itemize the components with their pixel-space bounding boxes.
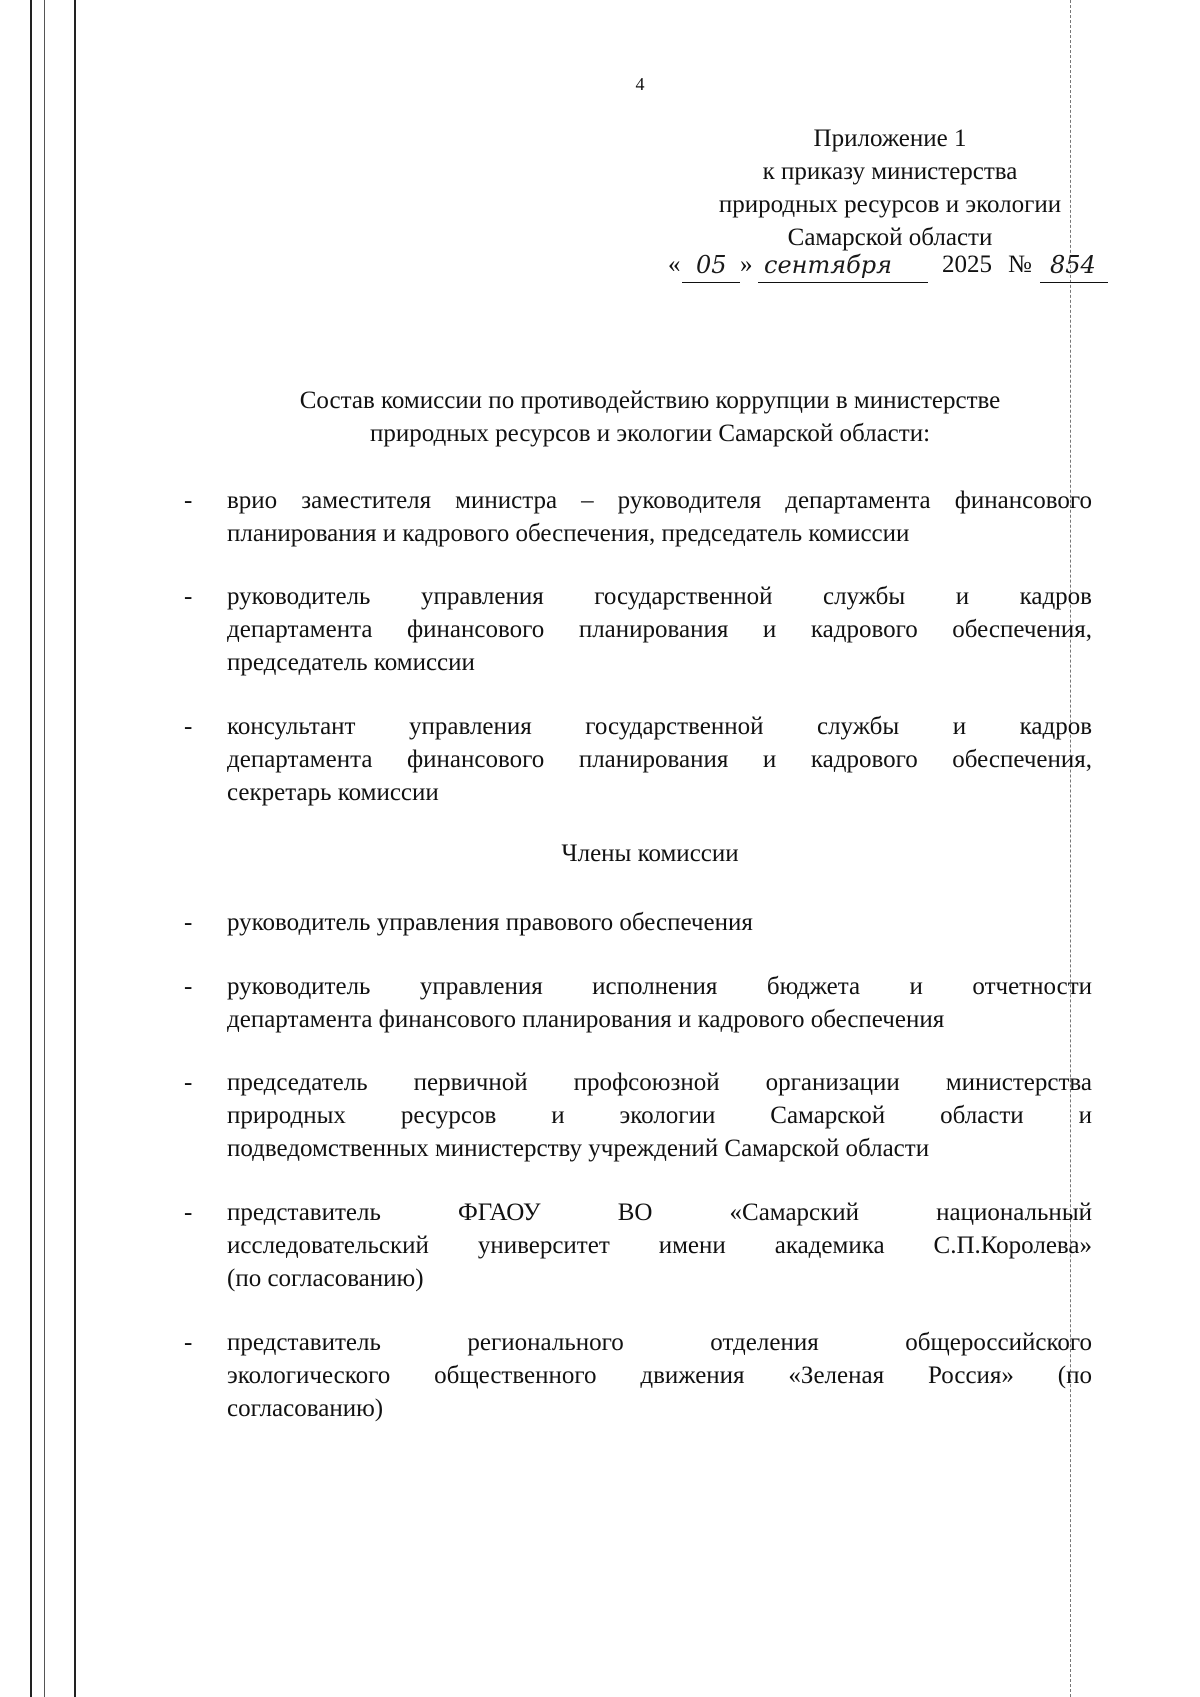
item-line: председатель первичной профсоюзной организации министерства <box>227 1069 1092 1096</box>
number-underline <box>1040 282 1108 283</box>
handwritten-month: сентября <box>764 251 893 279</box>
open-quote: « <box>668 251 681 278</box>
bullet-dash: - <box>184 1329 193 1356</box>
appendix-line: к приказу министерства <box>762 158 1018 185</box>
list-item <box>184 580 1092 679</box>
item-line: (по согласованию) <box>227 1265 424 1292</box>
document-title <box>200 384 1100 450</box>
item-line: представитель регионального отделения общероссийского <box>227 1329 1092 1356</box>
item-line: планирования и кадрового обеспечения, председатель комиссии <box>227 520 910 547</box>
item-line: руководитель управления правового обеспечения <box>227 909 753 936</box>
item-line: природных ресурсов и экологии Самарской области и <box>227 1102 1092 1129</box>
list-item <box>184 970 1092 1036</box>
order-date-line <box>668 247 1108 287</box>
close-quote: » <box>740 251 753 278</box>
item-line: председатель комиссии <box>227 649 475 676</box>
scan-edge-line <box>74 0 76 1697</box>
scan-edge-line <box>44 0 45 1697</box>
item-line: департамента финансового планирования и кадрового обеспечения, <box>227 746 1092 773</box>
list-item <box>184 1196 1092 1295</box>
number-sign: № <box>1008 251 1032 278</box>
title-line: Состав комиссии по противодействию коррупции в министерстве <box>299 387 1001 414</box>
list-item <box>184 1326 1092 1425</box>
appendix-line: Приложение 1 <box>813 125 967 152</box>
day-underline <box>682 282 740 283</box>
item-line: врио заместителя министра – руководителя департамента финансового <box>227 487 1092 514</box>
handwritten-order-number: 854 <box>1050 251 1096 279</box>
list-item <box>184 710 1092 809</box>
month-underline <box>758 282 928 283</box>
item-line: подведомственных министерству учреждений Самарской области <box>227 1135 930 1162</box>
bullet-dash: - <box>184 1069 193 1096</box>
item-line: секретарь комиссии <box>227 779 439 806</box>
item-line: департамента финансового планирования и кадрового обеспечения, <box>227 616 1092 643</box>
page-number: 4 <box>635 74 645 94</box>
order-year: 2025 <box>942 251 992 278</box>
bullet-dash: - <box>184 487 193 514</box>
list-item <box>184 906 1092 939</box>
bullet-dash: - <box>184 713 193 740</box>
appendix-line: Самарской области <box>787 224 993 251</box>
item-line: исследовательский университет имени академика С.П.Королева» <box>227 1232 1092 1259</box>
list-item <box>184 1066 1092 1165</box>
item-line: согласованию) <box>227 1395 384 1422</box>
title-line: природных ресурсов и экологии Самарской области: <box>369 420 931 447</box>
item-line: департамента финансового планирования и кадрового обеспечения <box>227 1006 945 1033</box>
item-line: экологического общественного движения «Зеленая Россия» (по <box>227 1362 1092 1389</box>
bullet-dash: - <box>184 973 193 1000</box>
item-line: руководитель управления исполнения бюджета и отчетности <box>227 973 1092 1000</box>
scan-edge-line <box>30 0 32 1697</box>
item-line: консультант управления государственной службы и кадров <box>227 713 1092 740</box>
bullet-dash: - <box>184 1199 193 1226</box>
bullet-dash: - <box>184 909 193 936</box>
handwritten-day: 05 <box>696 251 727 279</box>
bullet-dash: - <box>184 583 193 610</box>
list-item <box>184 484 1092 550</box>
members-heading: Члены комиссии <box>561 840 739 867</box>
item-line: руководитель управления государственной службы и кадров <box>227 583 1092 610</box>
appendix-header <box>660 122 1120 254</box>
appendix-line: природных ресурсов и экологии <box>718 191 1062 218</box>
item-line: представитель ФГАОУ ВО «Самарский национальный <box>227 1199 1092 1226</box>
